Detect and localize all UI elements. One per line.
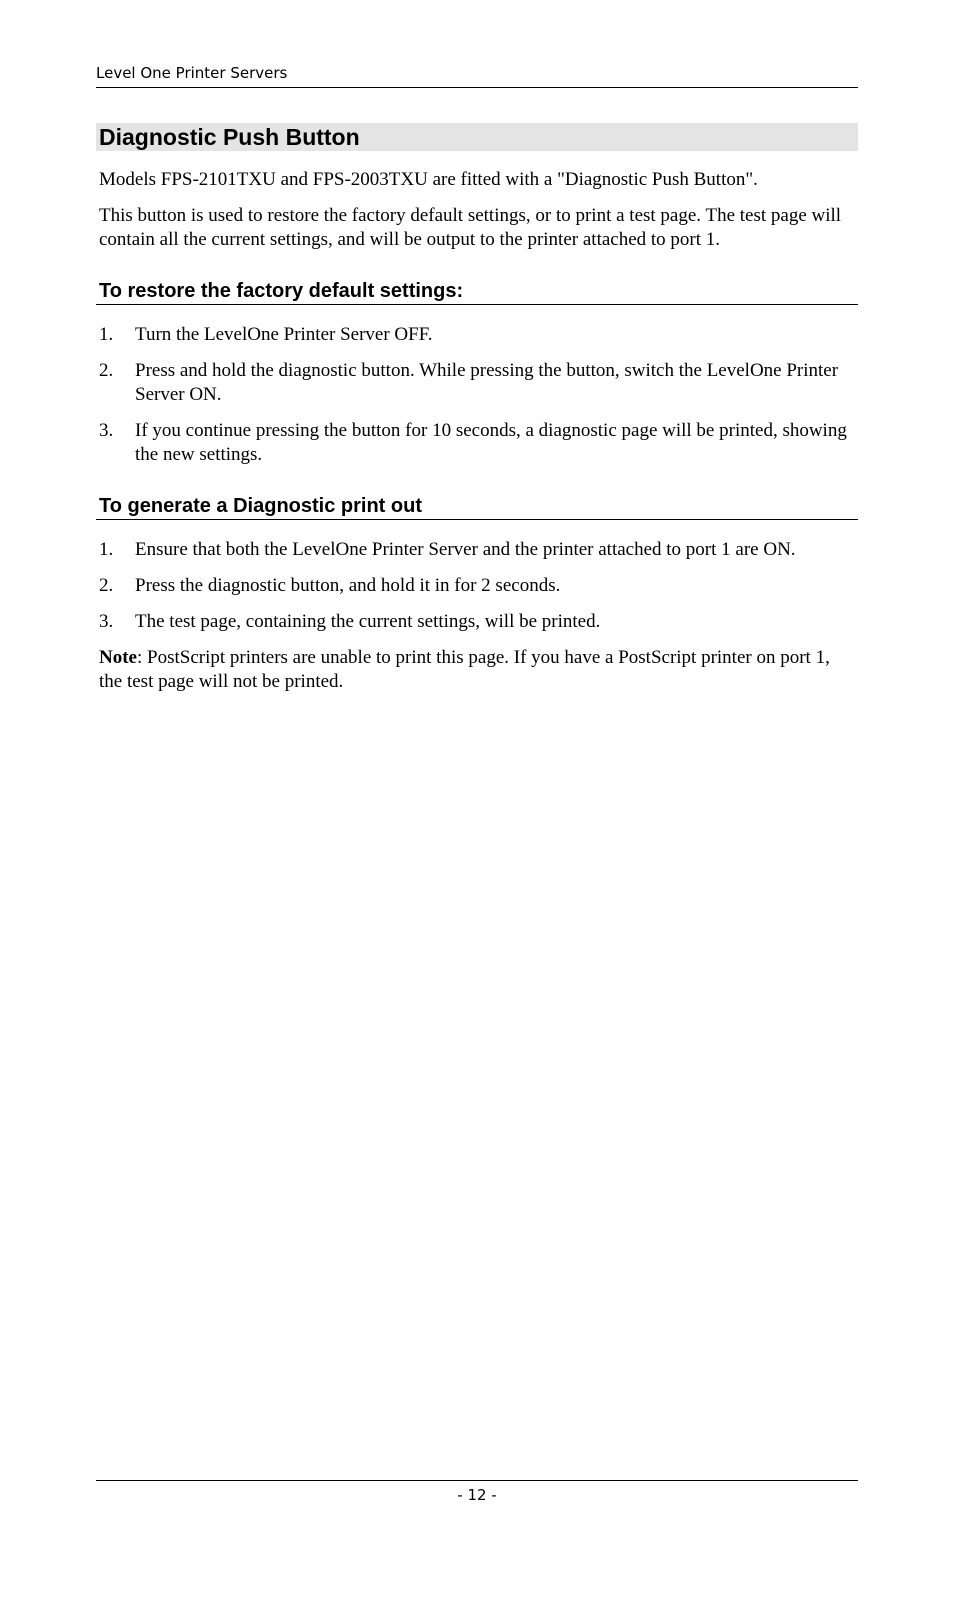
note-label: Note xyxy=(99,647,137,668)
list-item xyxy=(96,610,858,634)
diagnostic-steps-list xyxy=(96,538,858,634)
description-paragraph: This button is used to restore the factory default settings, or to print a test page. The test page will contain all the current settings, and will be output to the printer attached to port 1. xyxy=(99,205,842,250)
step-text: If you continue pressing the button for 10 seconds, a diagnostic page will be printed, showing the new settings. xyxy=(135,420,847,465)
list-item xyxy=(96,419,858,467)
step-number: 2. xyxy=(99,575,114,596)
step-number: 1. xyxy=(99,539,114,560)
page-header xyxy=(96,63,858,88)
step-text: Press and hold the diagnostic button. While pressing the button, switch the LevelOne Printer Server ON. xyxy=(135,360,839,405)
step-text: Ensure that both the LevelOne Printer Server and the printer attached to port 1 are ON. xyxy=(135,539,796,560)
document-body xyxy=(96,123,858,694)
note-text: : PostScript printers are unable to print this page. If you have a PostScript printer on port 1, the test page will not be printed. xyxy=(99,647,830,692)
restore-steps-list xyxy=(96,323,858,467)
page-number: - 12 - xyxy=(457,1486,497,1504)
section-title: Diagnostic Push Button xyxy=(96,123,858,151)
step-number: 2. xyxy=(99,360,114,381)
list-item xyxy=(96,574,858,598)
list-item xyxy=(96,359,858,407)
step-number: 3. xyxy=(99,420,114,441)
step-text: Press the diagnostic button, and hold it in for 2 seconds. xyxy=(135,575,561,596)
page-footer xyxy=(96,1480,858,1505)
step-number: 1. xyxy=(99,324,114,345)
intro-paragraph: Models FPS-2101TXU and FPS-2003TXU are fitted with a "Diagnostic Push Button". xyxy=(99,169,758,190)
diagnostic-heading: To generate a Diagnostic print out xyxy=(96,493,858,520)
header-title: Level One Printer Servers xyxy=(96,64,288,82)
list-item xyxy=(96,323,858,347)
note-paragraph xyxy=(96,646,858,694)
step-number: 3. xyxy=(99,611,114,632)
step-text: Turn the LevelOne Printer Server OFF. xyxy=(135,324,433,345)
step-text: The test page, containing the current settings, will be printed. xyxy=(135,611,601,632)
restore-heading: To restore the factory default settings: xyxy=(96,278,858,305)
list-item xyxy=(96,538,858,562)
